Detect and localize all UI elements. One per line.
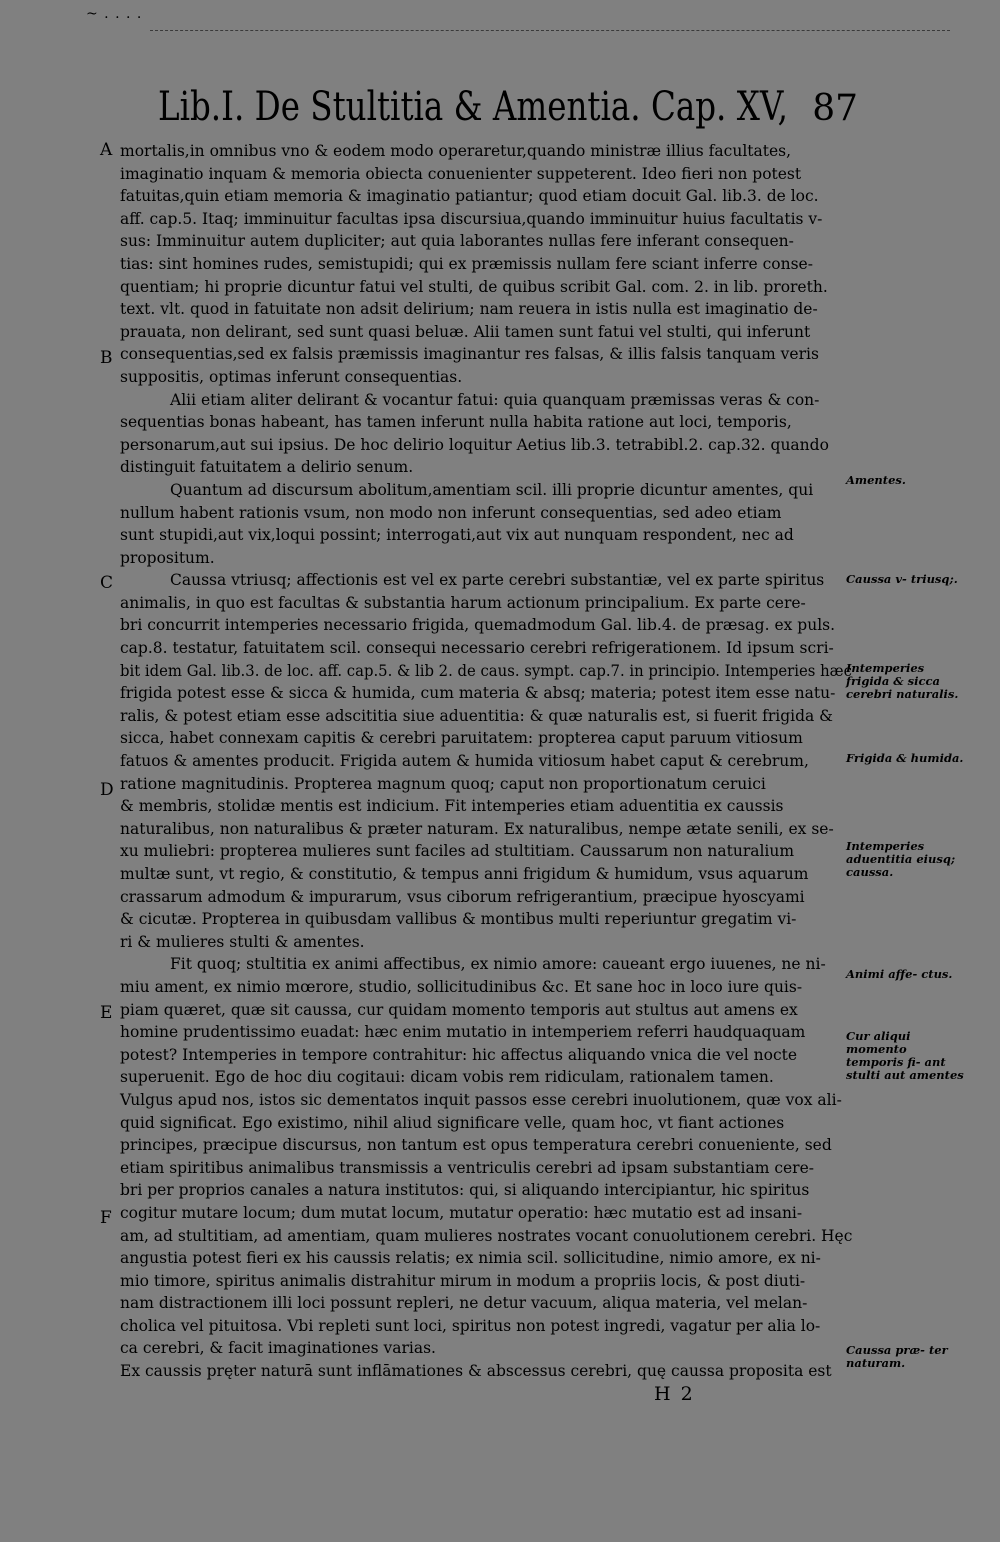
text-line: Caussa vtriusq; affectionis est vel ex parte cerebri substantiæ, vel ex parte spiritus <box>170 571 825 590</box>
text-line: animalis, in quo est facultas & substantia harum actionum principalium. Ex parte cere- <box>120 593 806 612</box>
text-line: bri concurrit intemperies necessario frigida, quemadmodum Gal. lib.4. de præsag. ex puls. <box>120 616 836 635</box>
side-note: Caussa præ- ter naturam. <box>846 1343 948 1370</box>
text-line: tias: sint homines rudes, semistupidi; qui ex præmissis nullam fere sciant inferre conse- <box>120 254 813 273</box>
text-line: bri per proprios canales a natura institutos: qui, si aliquando intercipiantur, hic spiritus <box>120 1181 810 1200</box>
text-line: crassarum admodum & impurarum, vsus ciborum refrigerantium, præcipue hyoscyami <box>120 887 805 906</box>
text-line: ca cerebri, & facit imaginationes varias. <box>120 1339 436 1358</box>
margin-letter: B <box>100 348 113 368</box>
text-line: Ex caussis pręter naturā sunt inflāmationes & abscessus cerebri, quę caussa proposita est <box>120 1362 832 1381</box>
side-note: Intemperies aduentitia eiusq; caussa. <box>846 839 956 879</box>
text-line: Alii etiam aliter delirant & vocantur fatui: quia quanquam præmissas veras & con- <box>170 390 820 409</box>
text-line: & cicutæ. Propterea in quibusdam vallibus & montibus multi reperiuntur gregatim vi- <box>120 910 797 929</box>
text-line: xu muliebri: propterea mulieres sunt faciles ad stultitiam. Caussarum non naturalium <box>120 842 795 861</box>
text-line: quentiam; hi proprie dicuntur fatui vel stulti, de quibus scribit Gal. com. 2. in lib. proreth. <box>120 277 828 296</box>
text-line: cap.8. testatur, fatuitatem scil. consequi necessario cerebri refrigerationem. Id ipsum scri- <box>120 639 834 658</box>
side-note: Amentes. <box>846 473 906 487</box>
text-line: imaginatio inquam & memoria obiecta conuenienter suppeterent. Ideo fieri non potest <box>120 164 802 183</box>
text-line: miu ament, ex nimio mœrore, studio, sollicitudinibus &c. Et sane hoc in loco iure quis- <box>120 977 803 996</box>
text-line: Fit quoq; stultitia ex animi affectibus, ex nimio amore: caueant ergo iuuenes, ne ni- <box>170 955 826 974</box>
text-line: piam quæret, quæ sit caussa, cur quidam momento temporis aut stultus aut amens ex <box>120 1000 798 1019</box>
margin-letter: D <box>100 780 114 800</box>
margin-letter: A <box>100 140 113 160</box>
text-line: nullum habent rationis vsum, non modo non inferunt consequentias, sed adeo etiam <box>120 503 782 522</box>
text-line: frigida potest esse & sicca & humida, cum materia & absq; materia; potest item esse natu- <box>120 684 836 703</box>
page-header <box>158 84 858 138</box>
body-text <box>120 140 852 1405</box>
text-line: mortalis,in omnibus vno & eodem modo operaretur,quando ministræ illius facultates, <box>120 142 792 160</box>
margin-letter: F <box>100 1208 112 1228</box>
text-line: prauata, non delirant, sed sunt quasi beluæ. Alii tamen sunt fatui vel stulti, qui inferunt <box>120 322 811 341</box>
text-line: personarum,aut sui ipsius. De hoc delirio loquitur Aetius lib.3. tetrabibl.2. cap.32. quando <box>120 435 829 454</box>
text-line: angustia potest fieri ex his caussis relatis; ex nimia scil. sollicitudine, nimio amore, ex ni- <box>120 1249 821 1268</box>
text-line: fatuitas,quin etiam memoria & imaginatio patiantur; quod etiam docuit Gal. lib.3. de loc. <box>120 187 819 206</box>
text-line: ri & mulieres stulti & amentes. <box>120 932 365 951</box>
text-line: & membris, stolidæ mentis est indicium. Fit intemperies etiam aduentitia ex caussis <box>120 797 784 816</box>
page-number: 87 <box>812 88 858 129</box>
top-rule <box>150 30 950 31</box>
text-line: quid significat. Ego existimo, nihil aliud significare velle, quam hoc, vt fiant actiones <box>120 1113 785 1132</box>
text-line: superuenit. Ego de hoc diu cogitaui: dicam vobis rem ridiculam, rationalem tamen. <box>120 1068 774 1087</box>
side-note: Cur aliqui momento temporis fi- ant stulti aut amentes <box>846 1029 964 1082</box>
side-note: Animi affe- ctus. <box>846 967 953 981</box>
text-line: potest? Intemperies in tempore contrahitur: hic affectus aliquando vnica die vel nocte <box>120 1045 798 1064</box>
text-line: multæ sunt, vt regio, & constitutio, & tempus anni frigidum & humidum, vsus aquarum <box>120 865 809 883</box>
side-note: Frigida & humida. <box>846 751 964 765</box>
margin-letter: E <box>100 1003 113 1023</box>
side-note: Caussa v- triusq;. <box>846 572 958 586</box>
text-line: text. vlt. quod in fatuitate non adsit delirium; nam reuera in istis nulla est imaginatio de- <box>120 300 818 319</box>
text-line: am, ad stultitiam, ad amentiam, quam mulieres nostrates vocant conuolutionem cerebri. Hęc <box>120 1226 853 1245</box>
text-line: fatuos & amentes producit. Frigida autem & humida vitiosum habet caput & cerebrum, <box>120 752 809 771</box>
text-line: sequentias bonas habeant, has tamen inferunt nulla habita ratione aut loci, temporis, <box>120 413 792 432</box>
text-line: propositum. <box>120 548 215 567</box>
text-line: bit idem Gal. lib.3. de loc. aff. cap.5. & lib 2. de caus. sympt. cap.7. in principio. Intemperies hæc <box>120 661 852 680</box>
text-line: suppositis, optimas inferunt consequentias. <box>120 367 463 386</box>
text-line: cogitur mutare locum; dum mutat locum, mutatur operatio: hæc mutatio est ad insani- <box>120 1203 803 1222</box>
text-line: sunt stupidi,aut vix,loqui possint; interrogati,aut vix aut nunquam respondent, nec ad <box>120 526 794 545</box>
top-marks: ~ . . . . <box>86 6 143 22</box>
signature-mark: H 2 <box>654 1383 695 1405</box>
text-line: sicca, habet connexam capitis & cerebri paruitatem: propterea caput paruum vitiosum <box>120 729 803 748</box>
text-line: ratione magnitudinis. Propterea magnum quoq; caput non proportionatum ceruici <box>120 774 766 793</box>
text-line: sus: Imminuitur autem dupliciter; aut quia laborantes nullas fere inferant consequen- <box>120 232 794 251</box>
text-line: naturalibus, non naturalibus & præter naturam. Ex naturalibus, nempe ætate senili, ex se- <box>120 819 834 838</box>
text-line: nam distractionem illi loci possunt repleri, ne detur vacuum, aliqua materia, vel melan- <box>120 1294 808 1313</box>
text-line: etiam spiritibus animalibus transmissis a ventriculis cerebri ad ipsam substantiam cere- <box>120 1158 815 1177</box>
text-line: distinguit fatuitatem a delirio senum. <box>120 458 414 477</box>
text-line: ralis, & potest etiam esse adscititia siue aduentitia: & quæ naturalis est, si fuerit frigida & <box>120 706 833 725</box>
margin-letter: C <box>100 573 114 593</box>
running-title: Lib.I. De Stultitia & Amentia. Cap. XV, <box>158 84 788 130</box>
text-line: consequentias,sed ex falsis præmissis imaginantur res falsas, & illis falsis tanquam veris <box>120 345 819 364</box>
text-line: principes, præcipue discursus, non tantum est opus temperatura cerebri conueniente, sed <box>120 1136 832 1155</box>
text-line: Vulgus apud nos, istos sic dementatos inquit passos esse cerebri inuolutionem, quæ vox ali- <box>120 1090 842 1109</box>
text-line <box>120 1383 852 1406</box>
text-line: aff. cap.5. Itaq; imminuitur facultas ipsa discursiua,quando imminuitur huius facultatis v- <box>120 209 823 228</box>
text-line: Quantum ad discursum abolitum,amentiam scil. illi proprie dicuntur amentes, qui <box>170 480 814 499</box>
side-note: Intemperies frigida & sicca cerebri naturalis. <box>846 661 959 701</box>
text-line: mio timore, spiritus animalis distrahitur mirum in modum a propriis locis, & post diuti- <box>120 1271 806 1290</box>
text-line: cholica vel pituitosa. Vbi repleti sunt loci, spiritus non potest ingredi, vagatur per alia lo- <box>120 1316 821 1335</box>
text-line: homine prudentissimo euadat: hæc enim mutatio in intemperiem referri haudquaquam <box>120 1023 806 1042</box>
